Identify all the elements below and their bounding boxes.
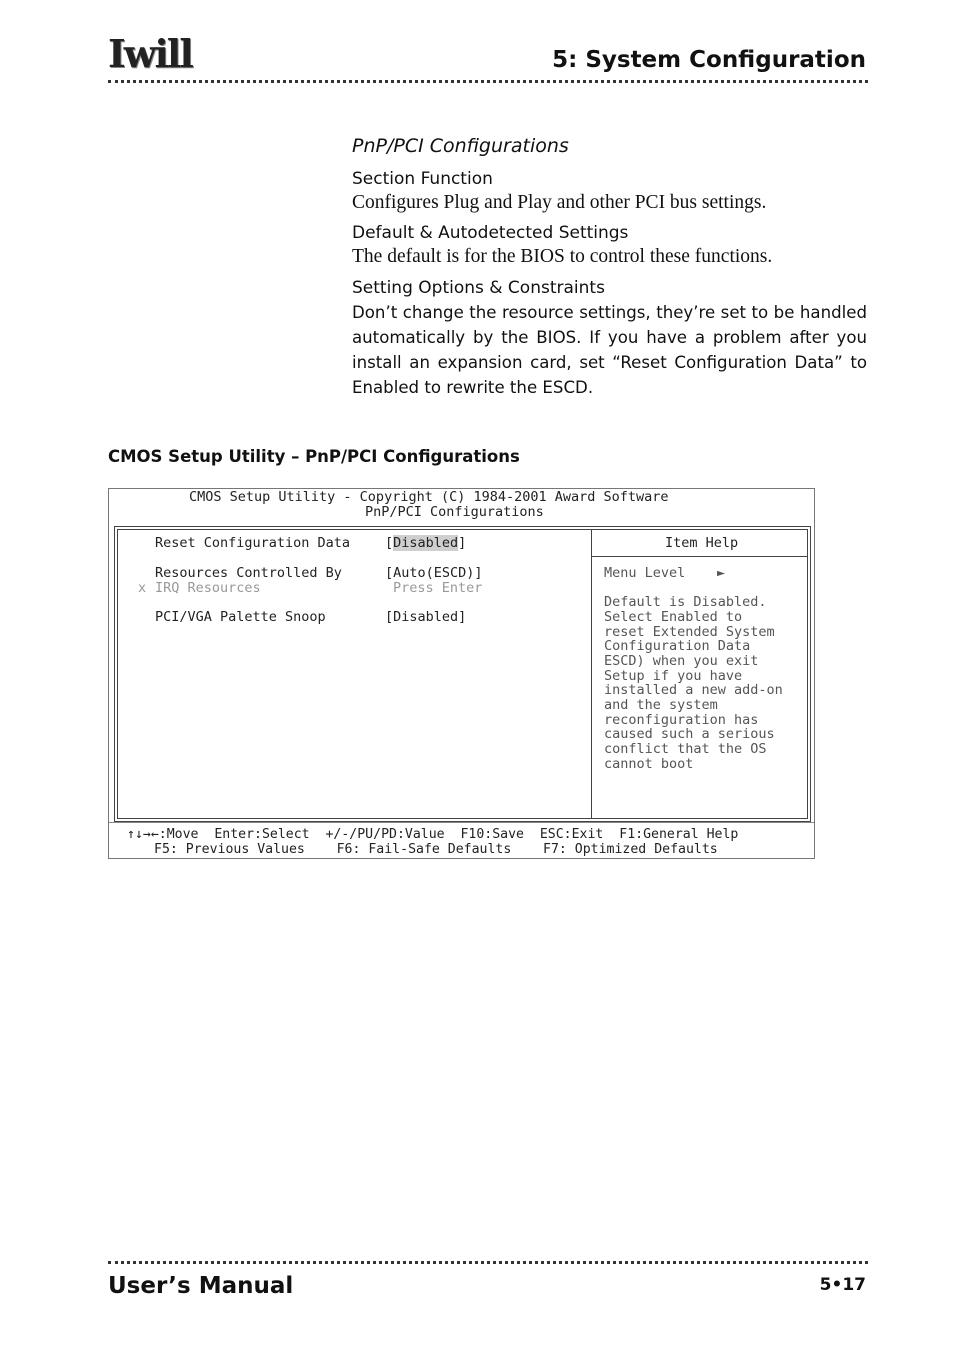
help-title-divider xyxy=(591,556,807,557)
help-line: Setup if you have xyxy=(604,668,743,684)
footer-dotted-rule xyxy=(108,1261,868,1264)
help-line: reconfiguration has xyxy=(604,712,759,728)
item-resources-controlled-value[interactable]: [Auto(ESCD)] xyxy=(385,565,483,581)
item-reset-config-value[interactable] xyxy=(385,536,466,551)
item-palette-snoop-label[interactable]: PCI/VGA Palette Snoop xyxy=(155,609,326,625)
header-dotted-rule xyxy=(108,80,868,83)
options-text: Don’t change the resource settings, they’re set to be handled automatically by the BIOS. If you have a problem after you install an expansion card, set “Reset Configuration Data” to Enabled to rewrite the ESCD. xyxy=(352,303,867,397)
item-resources-controlled-label[interactable]: Resources Controlled By xyxy=(155,565,342,581)
bios-key-help-line1: ↑↓→←:Move Enter:Select +/-/PU/PD:Value F10:Save ESC:Exit F1:General Help xyxy=(127,827,739,842)
disabled-marker: x xyxy=(138,580,147,596)
item-irq-resources-label: IRQ Resources xyxy=(155,580,261,596)
help-line: conflict that the OS xyxy=(604,741,767,757)
bios-subtitle: PnP/PCI Configurations xyxy=(365,504,544,520)
menu-level-arrow-icon: ► xyxy=(717,565,726,581)
page-number: 5•17 xyxy=(819,1275,866,1295)
defaults-text: The default is for the BIOS to control these functions. xyxy=(352,246,773,267)
bios-inner-frame xyxy=(117,529,808,819)
bracket-open: [ xyxy=(385,535,394,551)
bracket-close: ] xyxy=(458,535,467,551)
selected-value-highlight[interactable]: Disabled xyxy=(393,535,459,551)
chapter-title: 5: System Configuration xyxy=(552,47,866,73)
help-line: cannot boot xyxy=(604,756,694,772)
help-line: installed a new add-on xyxy=(604,682,783,698)
options-label: Setting Options & Constraints xyxy=(352,278,605,298)
figure-caption: CMOS Setup Utility – PnP/PCI Configurations xyxy=(108,447,520,466)
bios-screen xyxy=(108,488,815,859)
help-line: reset Extended System xyxy=(604,624,775,640)
defaults-label: Default & Autodetected Settings xyxy=(352,223,629,243)
item-irq-resources-value: Press Enter xyxy=(393,580,483,596)
help-line: ESCD) when you exit xyxy=(604,653,759,669)
help-panel-divider xyxy=(591,530,592,818)
iwill-logo: Iwill xyxy=(108,31,192,76)
item-reset-config-label[interactable]: Reset Configuration Data xyxy=(155,535,351,551)
item-palette-snoop-value[interactable]: [Disabled] xyxy=(385,609,467,625)
help-line: Default is Disabled. xyxy=(604,594,767,610)
section-heading: PnP/PCI Configurations xyxy=(352,135,569,157)
section-function-text: Configures Plug and Play and other PCI bus settings. xyxy=(352,192,767,213)
bios-key-divider xyxy=(109,822,814,823)
bios-main-frame xyxy=(114,526,811,822)
bios-title: CMOS Setup Utility - Copyright (C) 1984-2001 Award Software xyxy=(189,489,669,505)
item-help-title: Item Help xyxy=(665,535,739,551)
section-function-label: Section Function xyxy=(352,169,493,189)
help-line: caused such a serious xyxy=(604,726,775,742)
bios-key-help-line2: F5: Previous Values F6: Fail-Safe Defaults F7: Optimized Defaults xyxy=(154,842,718,857)
help-line: Select Enabled to xyxy=(604,609,743,625)
help-line: Configuration Data xyxy=(604,638,751,654)
menu-level-label: Menu Level xyxy=(604,565,686,581)
manual-title: User’s Manual xyxy=(108,1273,294,1299)
help-line: and the system xyxy=(604,697,718,713)
